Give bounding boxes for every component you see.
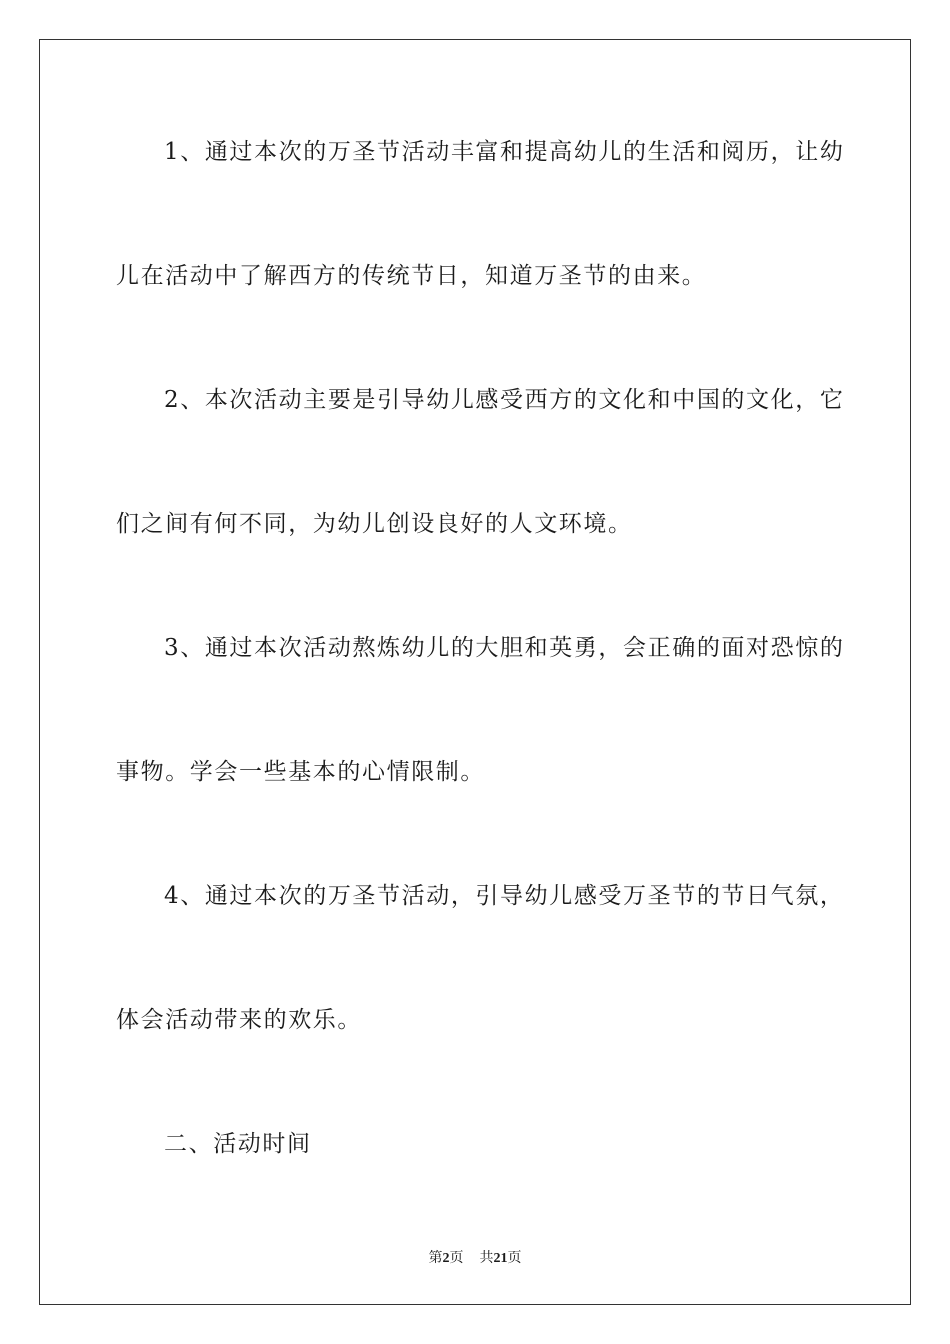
paragraph-3-line-2: 事物。学会一些基本的心情限制。 [116,759,485,785]
footer-total-suffix: 页 [507,1251,522,1266]
paragraph-4-line-1: 4、通过本次的万圣节活动，引导幼儿感受万圣节的节日气氛， [164,883,845,909]
section-heading-activity-time: 二、活动时间 [164,1131,312,1157]
paragraph-2-line-1: 2、本次活动主要是引导幼儿感受西方的文化和中国的文化，它 [164,387,845,413]
paragraph-2-line-2: 们之间有何不同，为幼儿创设良好的人文环境。 [116,511,633,537]
paragraph-4-line-2: 体会活动带来的欢乐。 [116,1007,362,1033]
footer-page-number: 2 [442,1251,450,1266]
page-footer [0,1247,950,1267]
paragraph-1-line-1: 1、通过本次的万圣节活动丰富和提高幼儿的生活和阅历，让幼 [164,139,845,165]
paragraph-1-line-2: 儿在活动中了解西方的传统节日，知道万圣节的由来。 [116,263,707,289]
paragraph-3-line-1: 3、通过本次活动熬炼幼儿的大胆和英勇，会正确的面对恐惊的 [164,635,845,661]
footer-total-number: 21 [493,1251,508,1266]
footer-page-prefix: 第 [428,1251,443,1266]
footer-page-suffix: 页 [449,1251,464,1266]
footer-total-prefix: 共 [479,1251,494,1266]
page-frame [39,39,911,1305]
